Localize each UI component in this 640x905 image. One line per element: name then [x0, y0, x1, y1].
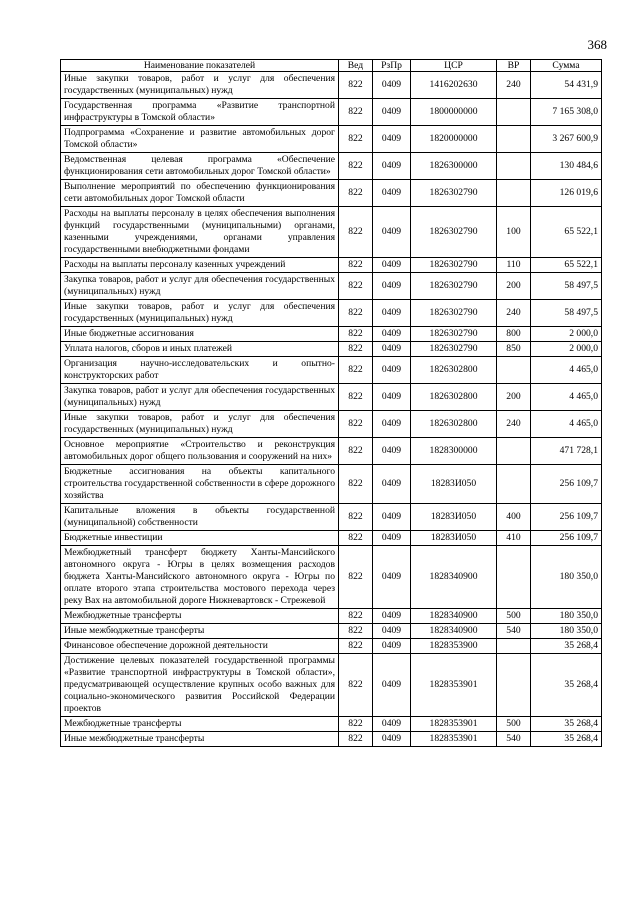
row-csr: 1416202630	[411, 72, 497, 99]
row-csr: 1826300000	[411, 153, 497, 180]
table-row	[61, 546, 602, 609]
row-sum: 4 465,0	[531, 357, 602, 384]
row-name: Бюджетные инвестиции	[61, 531, 339, 546]
row-rzpr: 0409	[373, 546, 411, 609]
row-csr: 1828300000	[411, 438, 497, 465]
row-sum: 4 465,0	[531, 411, 602, 438]
row-rzpr: 0409	[373, 126, 411, 153]
budget-table	[60, 59, 602, 747]
row-name: Выполнение мероприятий по обеспечению функционирования сети автомобильных дорог Томской области	[61, 180, 339, 207]
row-csr: 1828353901	[411, 654, 497, 717]
row-rzpr: 0409	[373, 342, 411, 357]
row-csr: 1826302790	[411, 207, 497, 258]
header-ved: Вед	[339, 60, 373, 72]
row-sum: 58 497,5	[531, 300, 602, 327]
row-rzpr: 0409	[373, 504, 411, 531]
row-sum: 256 109,7	[531, 531, 602, 546]
row-ved: 822	[339, 717, 373, 732]
row-name: Достижение целевых показателей государственной программы «Развитие транспортной инфраструктуры в Томской области», предусматривающей осуществление крупных особо важных для социально-экономического развития Российской Федерации проектов	[61, 654, 339, 717]
table-row	[61, 624, 602, 639]
row-sum: 58 497,5	[531, 273, 602, 300]
header-row	[61, 60, 602, 72]
row-csr: 1826302790	[411, 273, 497, 300]
row-vr: 200	[497, 384, 531, 411]
table-row	[61, 717, 602, 732]
row-vr	[497, 654, 531, 717]
row-rzpr: 0409	[373, 639, 411, 654]
row-rzpr: 0409	[373, 624, 411, 639]
row-csr: 1828340900	[411, 546, 497, 609]
row-ved: 822	[339, 258, 373, 273]
row-csr: 18283И050	[411, 531, 497, 546]
row-vr	[497, 180, 531, 207]
row-sum: 471 728,1	[531, 438, 602, 465]
table-row	[61, 504, 602, 531]
table-row	[61, 153, 602, 180]
row-name: Иные закупки товаров, работ и услуг для обеспечения государственных (муниципальных) нужд	[61, 411, 339, 438]
row-csr: 1826302790	[411, 180, 497, 207]
row-sum: 130 484,6	[531, 153, 602, 180]
row-name: Закупка товаров, работ и услуг для обеспечения государственных (муниципальных) нужд	[61, 384, 339, 411]
row-name: Иные закупки товаров, работ и услуг для обеспечения государственных (муниципальных) нужд	[61, 72, 339, 99]
header-vr: ВР	[497, 60, 531, 72]
row-csr: 1828353901	[411, 717, 497, 732]
row-sum: 35 268,4	[531, 639, 602, 654]
row-sum: 3 267 600,9	[531, 126, 602, 153]
row-sum: 256 109,7	[531, 504, 602, 531]
row-sum: 180 350,0	[531, 624, 602, 639]
row-ved: 822	[339, 357, 373, 384]
row-rzpr: 0409	[373, 207, 411, 258]
row-sum: 126 019,6	[531, 180, 602, 207]
table-row	[61, 126, 602, 153]
row-csr: 1800000000	[411, 99, 497, 126]
header-sum: Сумма	[531, 60, 602, 72]
page-number: 368	[587, 37, 607, 52]
row-vr: 240	[497, 72, 531, 99]
row-name: Организация научно-исследовательских и опытно-конструкторских работ	[61, 357, 339, 384]
row-vr	[497, 639, 531, 654]
row-csr: 18283И050	[411, 504, 497, 531]
row-vr: 240	[497, 300, 531, 327]
row-rzpr: 0409	[373, 72, 411, 99]
row-rzpr: 0409	[373, 300, 411, 327]
row-vr	[497, 465, 531, 504]
row-ved: 822	[339, 639, 373, 654]
row-ved: 822	[339, 732, 373, 747]
row-name: Ведомственная целевая программа «Обеспечение функционирования сети автомобильных дорог Томской области»	[61, 153, 339, 180]
row-sum: 35 268,4	[531, 732, 602, 747]
row-rzpr: 0409	[373, 384, 411, 411]
row-ved: 822	[339, 438, 373, 465]
row-csr: 18283И050	[411, 465, 497, 504]
row-name: Иные межбюджетные трансферты	[61, 732, 339, 747]
row-csr: 1826302790	[411, 300, 497, 327]
row-rzpr: 0409	[373, 180, 411, 207]
row-ved: 822	[339, 504, 373, 531]
row-name: Иные закупки товаров, работ и услуг для обеспечения государственных (муниципальных) нужд	[61, 300, 339, 327]
row-ved: 822	[339, 126, 373, 153]
table-row	[61, 300, 602, 327]
table-row	[61, 180, 602, 207]
row-vr: 100	[497, 207, 531, 258]
row-rzpr: 0409	[373, 327, 411, 342]
row-sum: 2 000,0	[531, 342, 602, 357]
row-sum: 65 522,1	[531, 258, 602, 273]
table-row	[61, 465, 602, 504]
row-ved: 822	[339, 609, 373, 624]
row-sum: 35 268,4	[531, 654, 602, 717]
row-name: Межбюджетные трансферты	[61, 717, 339, 732]
row-vr: 850	[497, 342, 531, 357]
row-sum: 54 431,9	[531, 72, 602, 99]
table-row	[61, 531, 602, 546]
row-rzpr: 0409	[373, 411, 411, 438]
row-rzpr: 0409	[373, 99, 411, 126]
row-name: Уплата налогов, сборов и иных платежей	[61, 342, 339, 357]
row-sum: 4 465,0	[531, 384, 602, 411]
table-row	[61, 654, 602, 717]
table-row	[61, 258, 602, 273]
row-ved: 822	[339, 180, 373, 207]
row-name: Государственная программа «Развитие транспортной инфраструктуры в Томской области»	[61, 99, 339, 126]
table-row	[61, 384, 602, 411]
row-rzpr: 0409	[373, 258, 411, 273]
row-sum: 65 522,1	[531, 207, 602, 258]
row-name: Иные бюджетные ассигнования	[61, 327, 339, 342]
table-row	[61, 342, 602, 357]
row-rzpr: 0409	[373, 717, 411, 732]
row-vr: 110	[497, 258, 531, 273]
row-vr: 500	[497, 717, 531, 732]
row-name: Закупка товаров, работ и услуг для обеспечения государственных (муниципальных) нужд	[61, 273, 339, 300]
row-vr: 240	[497, 411, 531, 438]
row-rzpr: 0409	[373, 273, 411, 300]
table-body	[61, 72, 602, 747]
row-vr: 800	[497, 327, 531, 342]
row-vr	[497, 126, 531, 153]
table-row	[61, 99, 602, 126]
row-ved: 822	[339, 384, 373, 411]
row-name: Финансовое обеспечение дорожной деятельности	[61, 639, 339, 654]
row-vr	[497, 99, 531, 126]
row-name: Межбюджетный трансферт бюджету Ханты-Мансийского автономного округа - Югры в целях возмещения расходов бюджета Ханты-Мансийского автономного округа - Югры по оплате второго этапа строительства мостового перехода через реку Вах на автомобильной дороге Нижневартовск - Стрежевой	[61, 546, 339, 609]
row-rzpr: 0409	[373, 732, 411, 747]
row-ved: 822	[339, 654, 373, 717]
header-csr: ЦСР	[411, 60, 497, 72]
row-name: Расходы на выплаты персоналу казенных учреждений	[61, 258, 339, 273]
row-sum: 7 165 308,0	[531, 99, 602, 126]
table-row	[61, 273, 602, 300]
row-ved: 822	[339, 300, 373, 327]
table-row	[61, 732, 602, 747]
row-sum: 180 350,0	[531, 546, 602, 609]
row-vr	[497, 546, 531, 609]
table-row	[61, 207, 602, 258]
row-csr: 1826302800	[411, 384, 497, 411]
row-ved: 822	[339, 411, 373, 438]
row-vr	[497, 357, 531, 384]
row-sum: 2 000,0	[531, 327, 602, 342]
row-sum: 256 109,7	[531, 465, 602, 504]
row-rzpr: 0409	[373, 357, 411, 384]
row-name: Капитальные вложения в объекты государственной (муниципальной) собственности	[61, 504, 339, 531]
row-name: Основное мероприятие «Строительство и реконструкция автомобильных дорог общего пользования и сооружений на них»	[61, 438, 339, 465]
row-vr: 200	[497, 273, 531, 300]
row-ved: 822	[339, 72, 373, 99]
row-ved: 822	[339, 624, 373, 639]
row-name: Расходы на выплаты персоналу в целях обеспечения выполнения функций государственными (муниципальными) органами, казенными учреждениями, органами управления государственными внебюджетными фондами	[61, 207, 339, 258]
table-row	[61, 357, 602, 384]
table-row	[61, 327, 602, 342]
row-ved: 822	[339, 327, 373, 342]
table-row	[61, 438, 602, 465]
row-rzpr: 0409	[373, 465, 411, 504]
row-vr: 500	[497, 609, 531, 624]
row-csr: 1826302790	[411, 327, 497, 342]
row-name: Межбюджетные трансферты	[61, 609, 339, 624]
row-rzpr: 0409	[373, 153, 411, 180]
row-ved: 822	[339, 273, 373, 300]
row-rzpr: 0409	[373, 531, 411, 546]
row-sum: 35 268,4	[531, 717, 602, 732]
row-csr: 1826302790	[411, 258, 497, 273]
row-name: Иные межбюджетные трансферты	[61, 624, 339, 639]
row-rzpr: 0409	[373, 438, 411, 465]
table-row	[61, 411, 602, 438]
row-sum: 180 350,0	[531, 609, 602, 624]
row-csr: 1828340900	[411, 609, 497, 624]
table-row	[61, 639, 602, 654]
table-row	[61, 609, 602, 624]
row-vr: 540	[497, 624, 531, 639]
header-rzpr: РзПр	[373, 60, 411, 72]
row-vr	[497, 438, 531, 465]
row-csr: 1826302800	[411, 411, 497, 438]
row-csr: 1826302800	[411, 357, 497, 384]
row-ved: 822	[339, 546, 373, 609]
header-name: Наименование показателей	[61, 60, 339, 72]
row-name: Бюджетные ассигнования на объекты капитального строительства государственной собственности в сфере дорожного хозяйства	[61, 465, 339, 504]
table-row	[61, 72, 602, 99]
row-ved: 822	[339, 531, 373, 546]
row-csr: 1826302790	[411, 342, 497, 357]
row-csr: 1820000000	[411, 126, 497, 153]
row-vr: 540	[497, 732, 531, 747]
row-rzpr: 0409	[373, 609, 411, 624]
row-ved: 822	[339, 153, 373, 180]
row-ved: 822	[339, 207, 373, 258]
row-vr: 410	[497, 531, 531, 546]
row-vr	[497, 153, 531, 180]
row-name: Подпрограмма «Сохранение и развитие автомобильных дорог Томской области»	[61, 126, 339, 153]
row-ved: 822	[339, 465, 373, 504]
row-ved: 822	[339, 342, 373, 357]
row-csr: 1828353901	[411, 732, 497, 747]
row-ved: 822	[339, 99, 373, 126]
row-vr: 400	[497, 504, 531, 531]
row-csr: 1828340900	[411, 624, 497, 639]
row-csr: 1828353900	[411, 639, 497, 654]
row-rzpr: 0409	[373, 654, 411, 717]
